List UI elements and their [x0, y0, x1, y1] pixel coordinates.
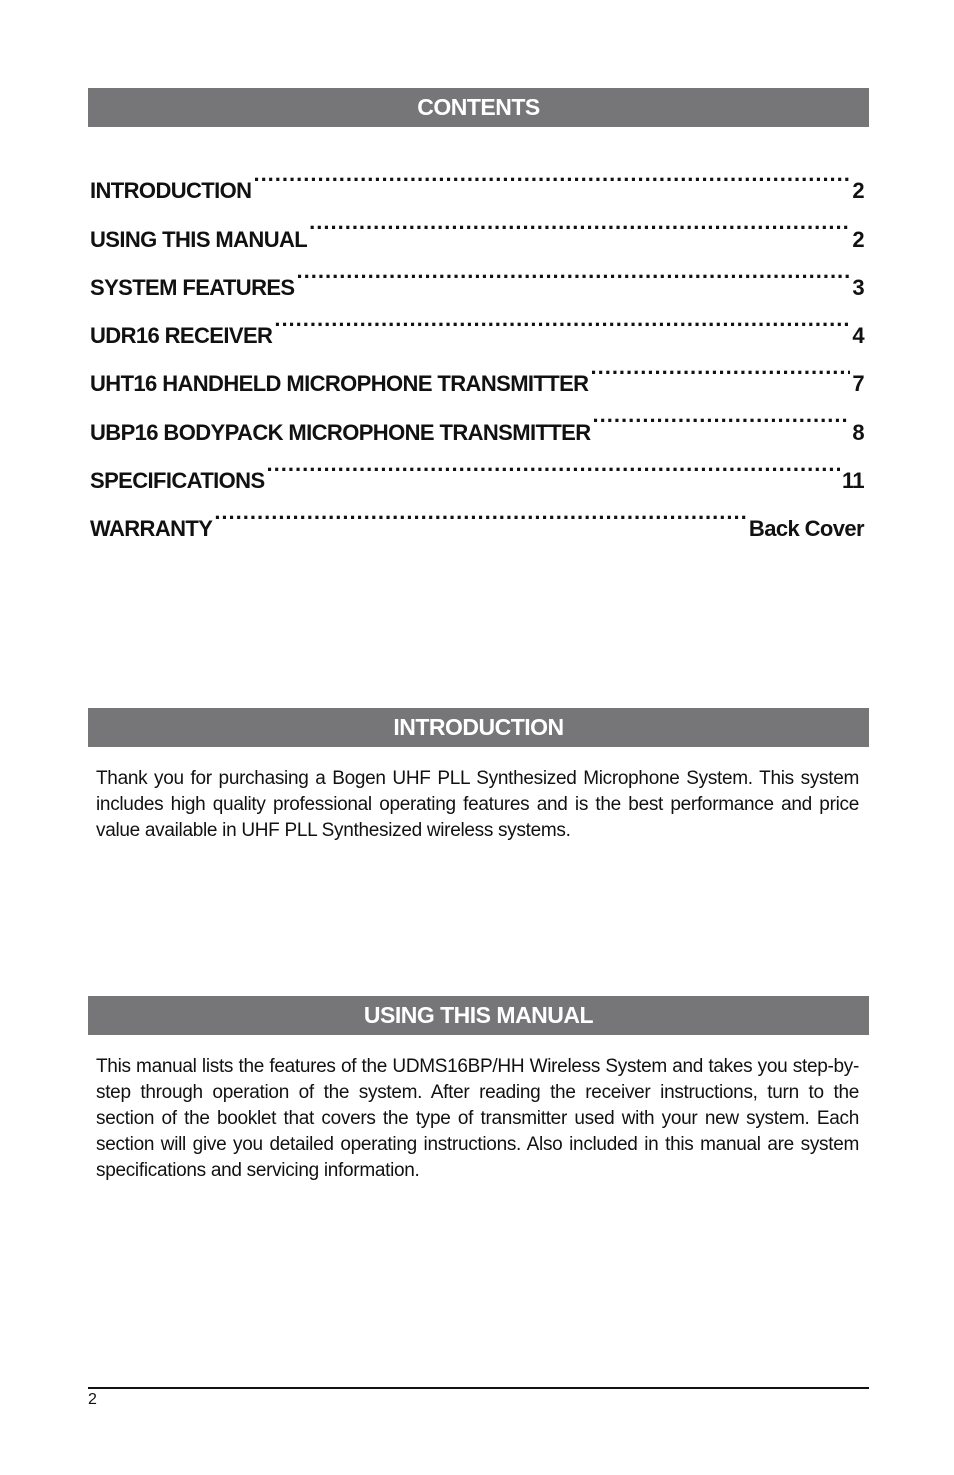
toc-leader-dots — [297, 247, 851, 295]
toc-entry-page: 7 — [852, 371, 864, 397]
toc-leader-dots — [267, 440, 840, 488]
toc-entry-page: 11 — [841, 468, 864, 494]
toc-entry-page: 8 — [852, 419, 864, 445]
toc-entry-title: UDR16 RECEIVER — [90, 323, 273, 349]
toc-leader-dots — [253, 150, 850, 198]
toc-leader-dots — [309, 198, 850, 246]
toc-entry-page: 2 — [852, 226, 864, 252]
toc-entry-page: 3 — [852, 274, 864, 300]
toc-entry-title: UHT16 HANDHELD MICROPHONE TRANSMITTER — [90, 371, 589, 397]
contents-heading: CONTENTS — [88, 88, 869, 127]
toc-leader-dots — [593, 391, 851, 439]
toc-leader-dots — [590, 343, 850, 391]
toc-leader-dots — [274, 295, 850, 343]
introduction-heading: INTRODUCTION — [88, 708, 869, 747]
footer-divider — [88, 1387, 869, 1389]
toc-entry-title: WARRANTY — [90, 516, 213, 542]
page-number: 2 — [88, 1391, 97, 1408]
toc-entry-page: 2 — [852, 178, 864, 204]
toc-entry-title: USING THIS MANUAL — [90, 226, 308, 252]
toc-entry-page: Back Cover — [748, 516, 864, 542]
toc-entry-title: SPECIFICATIONS — [90, 468, 265, 494]
toc-leader-dots — [214, 488, 747, 536]
toc-entry-page: 4 — [852, 323, 864, 349]
using-manual-paragraph: This manual lists the features of the UDMS16BP/HH Wireless System and takes you step-by-step through operation of the system. After reading the receiver instructions, turn to the section of the booklet that covers the type of transmitter used with your new system. Each section will give you detailed operating instructions. Also included in this manual are system specifications and servicing information. — [96, 1056, 859, 1181]
toc-entry-title: INTRODUCTION — [90, 178, 252, 204]
toc-entry-title: SYSTEM FEATURES — [90, 274, 295, 300]
table-of-contents — [90, 150, 864, 542]
using-manual-heading: USING THIS MANUAL — [88, 996, 869, 1035]
introduction-paragraph: Thank you for purchasing a Bogen UHF PLL Synthesized Microphone System. This system includes high quality professional operating features and is the best performance and price value available in UHF PLL Synthesized wireless systems. — [96, 768, 859, 841]
toc-entry-introduction[interactable] — [90, 150, 864, 204]
toc-entry-title: UBP16 BODYPACK MICROPHONE TRANSMITTER — [90, 419, 591, 445]
